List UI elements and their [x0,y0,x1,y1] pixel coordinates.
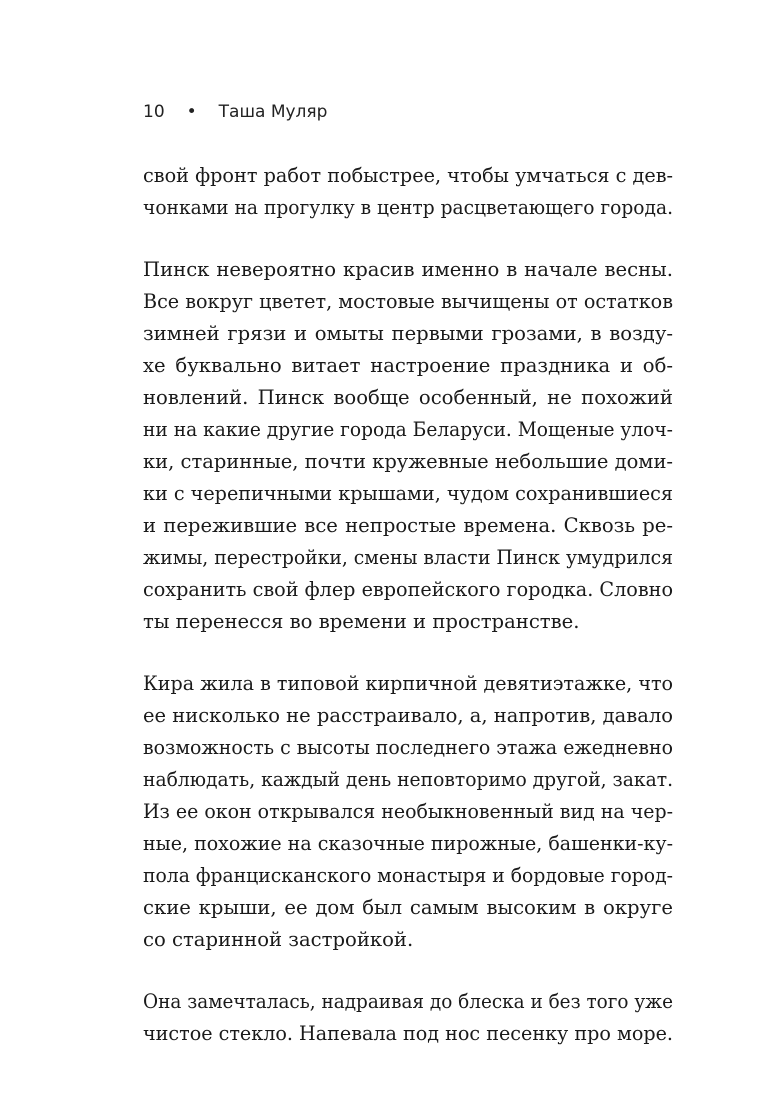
paragraph-2 [143,254,673,638]
text-line: жимы, перестройки, смены власти Пинск умудрился [143,546,673,569]
page-body [143,160,673,1080]
text-line: и пережившие все непростые времена. Сквозь ре- [143,514,673,537]
text-line: Кира жила в типовой кирпичной девятиэтажке, что [143,672,674,695]
page-number: 10 [143,102,165,122]
text-line: ки с черепичными крышами, чудом сохранившиеся [143,482,674,505]
text-line: Из ее окон открывался необыкновенный вид на чер- [143,800,674,823]
text-line: чистое стекло. Напевала под нос песенку про море. [143,1022,674,1045]
text-line: ни на какие другие города Беларуси. Мощеные улоч- [143,418,673,441]
text-line: чонками на прогулку в центр расцветающего города. [143,196,674,219]
paragraph-3 [143,668,673,956]
author-name: Таша Муляр [218,102,328,122]
text-line: ские крыши, ее дом был самым высоким в округе [143,896,673,919]
text-line: ты перенесся во времени и пространстве. [143,610,580,633]
text-line: Пинск невероятно красив именно в начале весны. [143,258,673,281]
text-line: ее нисколько не расстраивало, а, напротив, давало [143,704,673,727]
header-separator: • [186,102,197,122]
text-line: ки, старинные, почти кружевные небольшие доми- [143,450,674,473]
text-line: со старинной застройкой. [143,928,414,951]
text-line: хе буквально витает настроение праздника и об- [143,354,673,377]
running-header [143,100,327,124]
text-line: свой фронт работ побыстрее, чтобы умчаться с дев- [143,164,674,187]
paragraph-1 [143,160,673,224]
text-line: Все вокруг цветет, мостовые вычищены от остатков [143,290,673,313]
text-line: наблюдать, каждый день неповторимо другой, закат. [143,768,674,791]
paragraph-4 [143,986,673,1050]
text-line: ные, похожие на сказочные пирожные, башенки-ку- [143,832,674,855]
text-line: сохранить свой флер европейского городка. Словно [143,578,674,601]
text-line: возможность с высоты последнего этажа ежедневно [143,736,673,759]
text-line: новлений. Пинск вообще особенный, не похожий [143,386,673,409]
text-line: зимней грязи и омыты первыми грозами, в возду- [143,322,673,345]
text-line: пола францисканского монастыря и бордовые город- [143,864,673,887]
text-line: Она замечталась, надраивая до блеска и без того уже [143,990,673,1013]
